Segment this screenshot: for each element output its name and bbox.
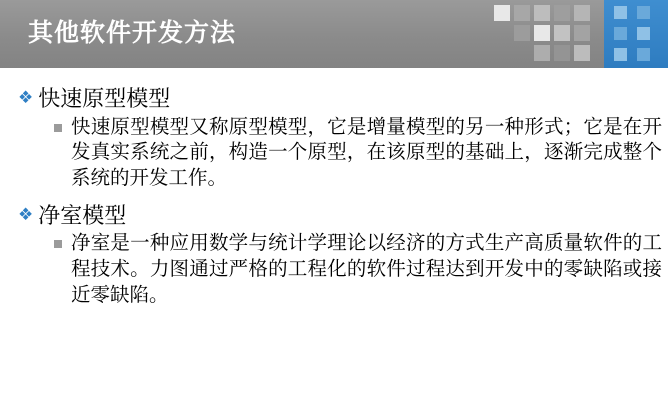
square-bullet-icon: [54, 240, 62, 248]
top-spacer: [0, 68, 668, 85]
section-1-point-1-text: 快速原型模型又称原型模型，它是增量模型的另一种形式；它是在开发真实系统之前，构造一个原型，在该原型的基础上，逐渐完成整个系统的开发工作。: [71, 115, 662, 189]
content-group-1: [0, 85, 668, 192]
diamond-bullet-icon: ❖: [18, 88, 34, 107]
section-heading-2-label: 净室模型: [38, 202, 127, 228]
header-blue-block: [604, 0, 668, 68]
section-2-point-1-text: 净室是一种应用数学与统计学理论以经济的方式生产高质量软件的工程技术。力图通过严格的工程化的软件过程达到开发中的零缺陷或接近零缺陷。: [71, 232, 662, 306]
diamond-bullet-icon: ❖: [18, 204, 34, 224]
section-1-point-1: [54, 115, 662, 192]
page-title: 其他软件开发方法: [28, 19, 237, 47]
slide-body: [0, 68, 668, 416]
section-heading-2: [18, 202, 668, 230]
section-heading-1: [18, 85, 668, 113]
slide-header: [0, 0, 668, 68]
section-heading-1-label: 快速原型模型: [38, 86, 171, 111]
section-2-point-1: [54, 231, 662, 308]
content-group-2: [0, 202, 668, 309]
square-bullet-icon: [54, 124, 62, 132]
